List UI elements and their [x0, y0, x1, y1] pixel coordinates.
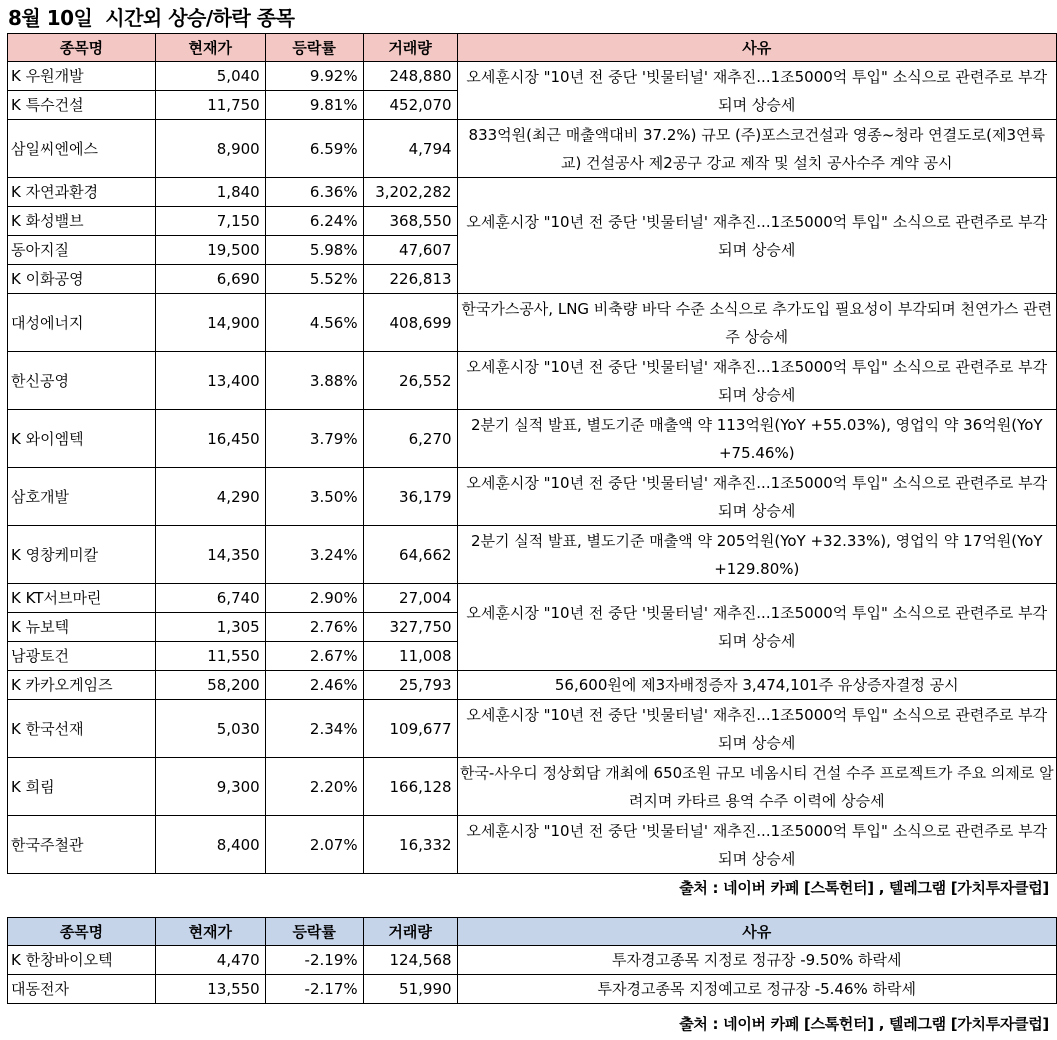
volume-cell: 51,990	[363, 975, 457, 1004]
stock-name: 자연과환경	[25, 183, 99, 201]
table-row	[8, 62, 1057, 91]
reason-cell: 2분기 실적 발표, 별도기준 매출액 약 113억원(YoY +55.03%), 영업익 약 36억원(YoY +75.46%)	[457, 410, 1056, 468]
price-cell: 13,400	[155, 352, 265, 410]
source-note: 출처 : 네이버 카페 [스톡헌터] , 텔레그램 [가치투자클럽]	[679, 1015, 1049, 1033]
change-cell: 3.79%	[265, 410, 363, 468]
stock-name-cell	[8, 642, 156, 671]
price-cell: 8,400	[155, 816, 265, 874]
volume-cell: 11,008	[363, 642, 457, 671]
volume-cell: 64,662	[363, 526, 457, 584]
reason-cell: 56,600원에 제3자배정증자 3,474,101주 유상증자결정 공시	[457, 671, 1056, 700]
reason-cell: 2분기 실적 발표, 별도기준 매출액 약 205억원(YoY +32.33%), 영업익 약 17억원(YoY +129.80%)	[457, 526, 1056, 584]
change-cell: 9.81%	[265, 91, 363, 120]
stock-name-cell	[8, 975, 156, 1004]
volume-cell: 3,202,282	[363, 178, 457, 207]
table-row	[8, 178, 1057, 207]
stock-name: 대성에너지	[11, 313, 84, 332]
price-cell: 6,740	[155, 584, 265, 613]
stock-name: 희림	[25, 777, 55, 796]
stock-name-cell	[8, 62, 156, 91]
header-change: 등락률	[265, 918, 363, 946]
stock-name: 화성밸브	[25, 212, 84, 230]
table-row	[8, 700, 1057, 758]
stock-name: 삼호개발	[11, 487, 69, 506]
volume-cell: 25,793	[363, 671, 457, 700]
rise-table	[7, 33, 1057, 874]
stock-name-cell	[8, 410, 156, 468]
table-row	[8, 468, 1057, 526]
stock-name-cell	[8, 468, 156, 526]
table-row	[8, 410, 1057, 468]
stock-name-cell	[8, 613, 156, 642]
reason-cell: 한국가스공사, LNG 비축량 바닥 수준 소식으로 추가도입 필요성이 부각되며 천연가스 관련주 상승세	[457, 294, 1056, 352]
reason-cell: 오세훈시장 "10년 전 중단 '빗물터널' 재추진...1조5000억 투입" 소식으로 관련주로 부각되며 상승세	[457, 468, 1056, 526]
change-cell: 3.50%	[265, 468, 363, 526]
stock-name: 특수건설	[25, 96, 84, 114]
price-cell: 14,350	[155, 526, 265, 584]
price-cell: 1,305	[155, 613, 265, 642]
header-name: 종목명	[8, 34, 156, 62]
stock-name: 한창바이오텍	[25, 951, 113, 969]
change-cell: -2.19%	[265, 946, 363, 975]
stock-name: 한국주철관	[11, 835, 84, 854]
header-reason: 사유	[457, 918, 1056, 946]
page-title: 8월 10일 시간외 상승/하락 종목	[8, 6, 295, 30]
market-marker: K	[11, 719, 21, 738]
change-cell: 3.24%	[265, 526, 363, 584]
table-row	[8, 946, 1057, 975]
price-cell: 11,550	[155, 642, 265, 671]
reason-cell: 오세훈시장 "10년 전 중단 '빗물터널' 재추진...1조5000억 투입" 소식으로 관련주로 부각되며 상승세	[457, 352, 1056, 410]
change-cell: 5.98%	[265, 236, 363, 265]
change-cell: -2.17%	[265, 975, 363, 1004]
stock-name: 대동전자	[11, 980, 69, 998]
stock-name-cell	[8, 178, 156, 207]
volume-cell: 109,677	[363, 700, 457, 758]
table-row	[8, 352, 1057, 410]
stock-name: KT서브마린	[25, 589, 102, 607]
change-cell: 4.56%	[265, 294, 363, 352]
fall-table	[7, 917, 1057, 1004]
volume-cell: 408,699	[363, 294, 457, 352]
stock-name-cell	[8, 352, 156, 410]
header-price: 현재가	[155, 34, 265, 62]
change-cell: 6.36%	[265, 178, 363, 207]
reason-cell: 투자경고종목 지정로 정규장 -9.50% 하락세	[457, 946, 1056, 975]
market-marker: K	[11, 183, 21, 201]
price-cell: 14,900	[155, 294, 265, 352]
change-cell: 6.59%	[265, 120, 363, 178]
change-cell: 2.20%	[265, 758, 363, 816]
change-cell: 5.52%	[265, 265, 363, 294]
volume-cell: 226,813	[363, 265, 457, 294]
reason-cell: 한국-사우디 정상회담 개최에 650조원 규모 네옴시티 건설 수주 프로젝트가 주요 의제로 알려지며 카타르 용역 수주 이력에 상승세	[457, 758, 1056, 816]
header-reason: 사유	[457, 34, 1056, 62]
market-marker: K	[11, 429, 21, 448]
table-row	[8, 120, 1057, 178]
change-cell: 3.88%	[265, 352, 363, 410]
reason-cell: 오세훈시장 "10년 전 중단 '빗물터널' 재추진...1조5000억 투입" 소식으로 관련주로 부각되며 상승세	[457, 62, 1056, 120]
price-cell: 9,300	[155, 758, 265, 816]
header-name: 종목명	[8, 918, 156, 946]
price-cell: 1,840	[155, 178, 265, 207]
price-cell: 19,500	[155, 236, 265, 265]
reason-cell: 오세훈시장 "10년 전 중단 '빗물터널' 재추진...1조5000억 투입" 소식으로 관련주로 부각되며 상승세	[457, 178, 1056, 294]
header-volume: 거래량	[363, 918, 457, 946]
volume-cell: 248,880	[363, 62, 457, 91]
stock-name: 우원개발	[25, 67, 84, 85]
change-cell: 2.90%	[265, 584, 363, 613]
stock-name-cell	[8, 207, 156, 236]
price-cell: 13,550	[155, 975, 265, 1004]
market-marker: K	[11, 212, 21, 230]
stock-name-cell	[8, 584, 156, 613]
stock-name: 한국선재	[25, 719, 84, 738]
header-change: 등락률	[265, 34, 363, 62]
volume-cell: 124,568	[363, 946, 457, 975]
market-marker: K	[11, 951, 21, 969]
change-cell: 2.34%	[265, 700, 363, 758]
stock-name-cell	[8, 265, 156, 294]
change-cell: 2.07%	[265, 816, 363, 874]
price-cell: 5,030	[155, 700, 265, 758]
volume-cell: 327,750	[363, 613, 457, 642]
stock-name: 뉴보텍	[25, 618, 70, 636]
stock-name: 와이엠텍	[25, 429, 84, 448]
table-row	[8, 816, 1057, 874]
volume-cell: 36,179	[363, 468, 457, 526]
table-row	[8, 526, 1057, 584]
stock-name: 남광토건	[11, 647, 69, 665]
market-marker: K	[11, 777, 21, 796]
market-marker: K	[11, 676, 21, 694]
stock-name: 영창케미칼	[25, 545, 99, 564]
volume-cell: 166,128	[363, 758, 457, 816]
stock-name: 삼일씨엔에스	[11, 139, 98, 158]
volume-cell: 368,550	[363, 207, 457, 236]
change-cell: 9.92%	[265, 62, 363, 91]
table-row	[8, 975, 1057, 1004]
volume-cell: 26,552	[363, 352, 457, 410]
change-cell: 6.24%	[265, 207, 363, 236]
stock-name-cell	[8, 120, 156, 178]
stock-name-cell	[8, 671, 156, 700]
table-row	[8, 671, 1057, 700]
stock-name-cell	[8, 294, 156, 352]
market-marker: K	[11, 545, 21, 564]
price-cell: 7,150	[155, 207, 265, 236]
change-cell: 2.76%	[265, 613, 363, 642]
price-cell: 4,290	[155, 468, 265, 526]
change-cell: 2.67%	[265, 642, 363, 671]
price-cell: 8,900	[155, 120, 265, 178]
volume-cell: 4,794	[363, 120, 457, 178]
market-marker: K	[11, 618, 21, 636]
volume-cell: 16,332	[363, 816, 457, 874]
stock-name-cell	[8, 946, 156, 975]
source-note: 출처 : 네이버 카페 [스톡헌터] , 텔레그램 [가치투자클럽]	[679, 879, 1049, 897]
price-cell: 5,040	[155, 62, 265, 91]
market-marker: K	[11, 67, 21, 85]
reason-cell: 오세훈시장 "10년 전 중단 '빗물터널' 재추진...1조5000억 투입" 소식으로 관련주로 부각되며 상승세	[457, 700, 1056, 758]
volume-cell: 452,070	[363, 91, 457, 120]
volume-cell: 27,004	[363, 584, 457, 613]
price-cell: 16,450	[155, 410, 265, 468]
market-marker: K	[11, 589, 21, 607]
rise-header-row	[8, 34, 1057, 62]
stock-name-cell	[8, 758, 156, 816]
fall-header-row	[8, 918, 1057, 946]
stock-name-cell	[8, 526, 156, 584]
header-volume: 거래량	[363, 34, 457, 62]
stock-name-cell	[8, 91, 156, 120]
price-cell: 11,750	[155, 91, 265, 120]
header-price: 현재가	[155, 918, 265, 946]
reason-cell: 오세훈시장 "10년 전 중단 '빗물터널' 재추진...1조5000억 투입" 소식으로 관련주로 부각되며 상승세	[457, 816, 1056, 874]
table-row	[8, 584, 1057, 613]
table-row	[8, 294, 1057, 352]
volume-cell: 6,270	[363, 410, 457, 468]
stock-name: 한신공영	[11, 371, 69, 390]
stock-name: 카카오게임즈	[25, 676, 113, 694]
price-cell: 4,470	[155, 946, 265, 975]
reason-cell: 833억원(최근 매출액대비 37.2%) 규모 (주)포스코건설과 영종~청라 연결도로(제3연륙교) 건설공사 제2공구 강교 제작 및 설치 공사수주 계약 공시	[457, 120, 1056, 178]
reason-cell: 오세훈시장 "10년 전 중단 '빗물터널' 재추진...1조5000억 투입" 소식으로 관련주로 부각되며 상승세	[457, 584, 1056, 671]
change-cell: 2.46%	[265, 671, 363, 700]
stock-name: 동아지질	[11, 241, 69, 259]
stock-name-cell	[8, 236, 156, 265]
stock-name: 이화공영	[25, 270, 84, 288]
reason-cell: 투자경고종목 지정예고로 정규장 -5.46% 하락세	[457, 975, 1056, 1004]
stock-name-cell	[8, 700, 156, 758]
price-cell: 6,690	[155, 265, 265, 294]
table-row	[8, 758, 1057, 816]
volume-cell: 47,607	[363, 236, 457, 265]
market-marker: K	[11, 270, 21, 288]
price-cell: 58,200	[155, 671, 265, 700]
market-marker: K	[11, 96, 21, 114]
stock-name-cell	[8, 816, 156, 874]
